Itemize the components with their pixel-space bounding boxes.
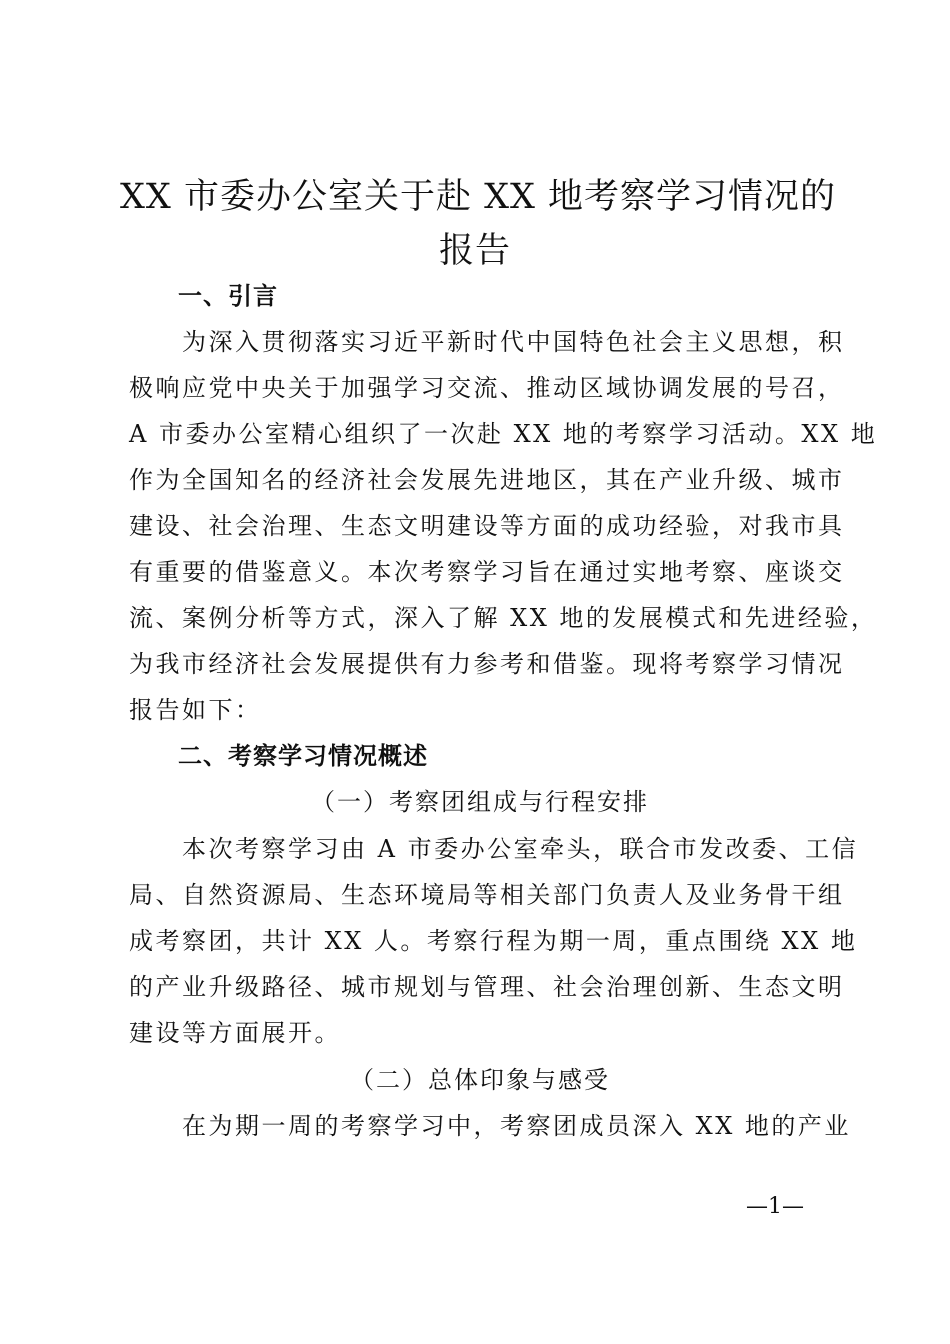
paragraph-line: 的产业升级路径、城市规划与管理、社会治理创新、生态文明 [129, 973, 845, 1001]
team-paragraph [129, 826, 859, 1056]
subsection-heading-impression: （二）总体印象与感受 [350, 1066, 610, 1094]
subsection-heading-team: （一）考察团组成与行程安排 [311, 788, 649, 816]
paragraph-line: 局、自然资源局、生态环境局等相关部门负责人及业务骨干组 [129, 881, 845, 909]
title-line: 报告 [438, 231, 511, 271]
paragraph-line: 作为全国知名的经济社会发展先进地区，其在产业升级、城市 [129, 466, 845, 494]
paragraph-line: 本次考察学习由 A 市委办公室牵头，联合市发改委、工信 [129, 835, 859, 863]
paragraph-line: 建设等方面展开。 [129, 1019, 341, 1047]
title-line: XX 市委办公室关于赴 XX 地考察学习情况的 [120, 177, 837, 217]
paragraph-line: 报告如下： [129, 696, 262, 724]
introduction-paragraph [129, 319, 878, 733]
paragraph-line: A 市委办公室精心组织了一次赴 XX 地的考察学习活动。XX 地 [129, 420, 878, 448]
document-title [120, 170, 837, 278]
paragraph-line: 成考察团，共计 XX 人。考察行程为期一周，重点围绕 XX 地 [129, 927, 858, 955]
section-heading-introduction: 一、引言 [178, 282, 278, 310]
impression-paragraph [129, 1103, 851, 1149]
paragraph-line: 在为期一周的考察学习中，考察团成员深入 XX 地的产业 [129, 1112, 851, 1140]
paragraph-line: 建设、社会治理、生态文明建设等方面的成功经验，对我市具 [129, 512, 845, 540]
paragraph-line: 流、案例分析等方式，深入了解 XX 地的发展模式和先进经验， [129, 604, 878, 632]
page-number: —1— [746, 1194, 804, 1219]
section-heading-overview: 二、考察学习情况概述 [178, 742, 428, 770]
paragraph-line: 极响应党中央关于加强学习交流、推动区域协调发展的号召， [129, 374, 845, 402]
paragraph-line: 有重要的借鉴意义。本次考察学习旨在通过实地考察、座谈交 [129, 558, 845, 586]
paragraph-line: 为我市经济社会发展提供有力参考和借鉴。现将考察学习情况 [129, 650, 845, 678]
paragraph-line: 为深入贯彻落实习近平新时代中国特色社会主义思想，积 [129, 328, 845, 356]
